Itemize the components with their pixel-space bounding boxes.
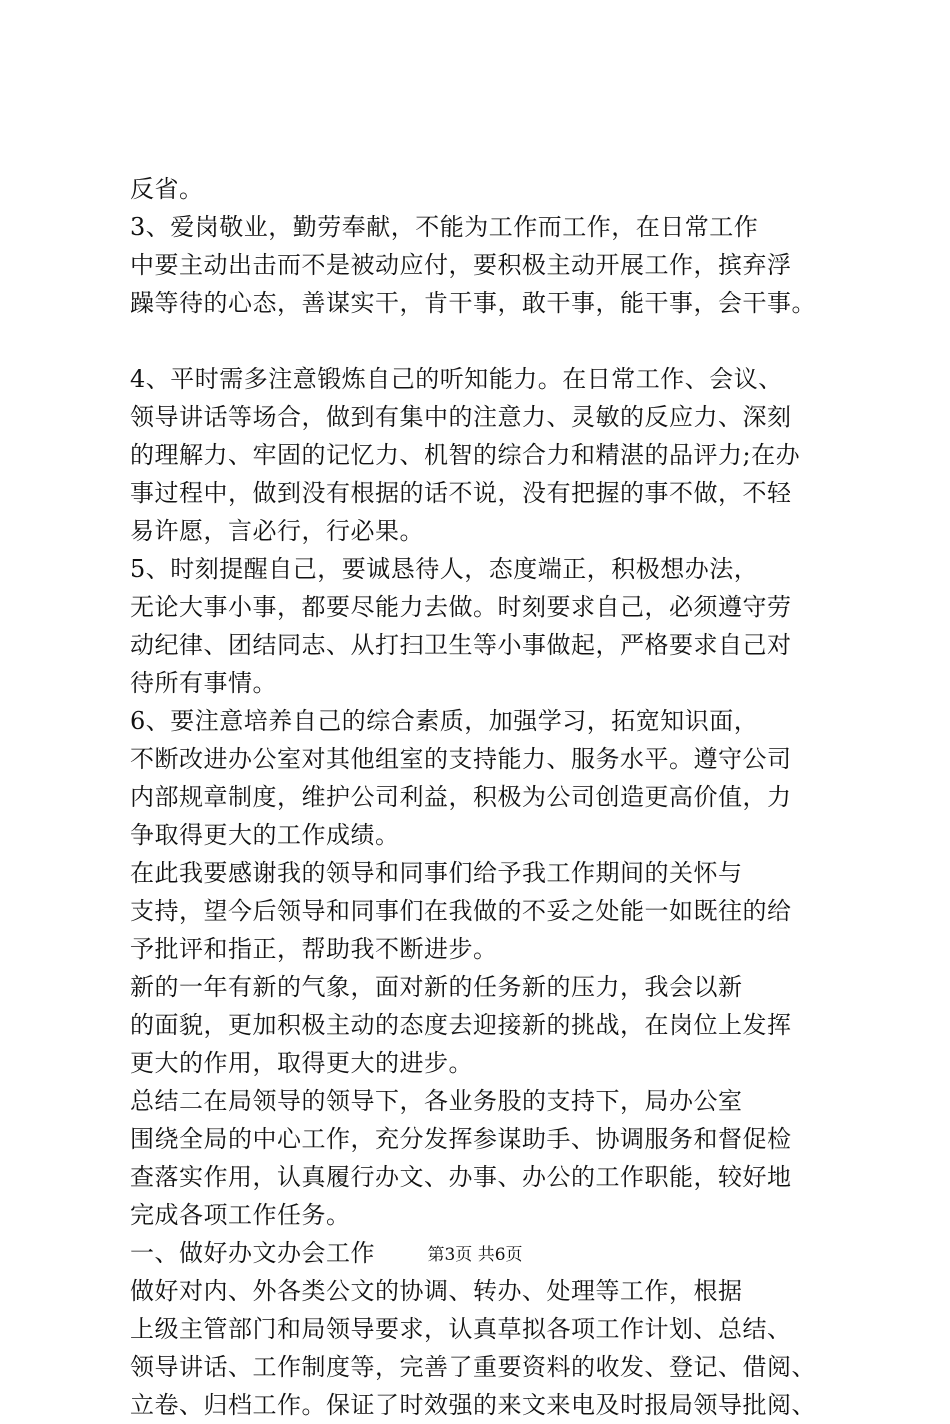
page-footer: 第3页 共6页 [427, 1245, 523, 1265]
text-line: 躁等待的心态，善谋实干，肯干事，敢干事，能干事，会干事。 [130, 289, 816, 317]
document-body [130, 170, 850, 1424]
text-line: 事过程中，做到没有根据的话不说，没有把握的事不做，不轻 [130, 479, 792, 507]
text-line: 支持，望今后领导和同事们在我做的不妥之处能一如既往的给 [130, 897, 792, 925]
text-line: 完成各项工作任务。 [130, 1201, 351, 1229]
text-line: 不断改进办公室对其他组室的支持能力、服务水平。遵守公司 [130, 745, 792, 773]
blank-line [130, 322, 850, 360]
text-line: 立卷、归档工作。保证了时效强的来文来电及时报局领导批阅、 [130, 1391, 816, 1419]
text-line: 做好对内、外各类公文的协调、转办、处理等工作，根据 [130, 1277, 743, 1305]
text-line: 一、做好办文办会工作 [130, 1239, 375, 1267]
text-line: 反省。 [130, 175, 204, 203]
text-line: 新的一年有新的气象，面对新的任务新的压力，我会以新 [130, 973, 743, 1001]
text-line: 5、时刻提醒自己，要诚恳待人，态度端正，积极想办法， [130, 555, 759, 583]
text-line: 3、爱岗敬业，勤劳奉献，不能为工作而工作，在日常工作 [130, 213, 759, 241]
text-line: 6、要注意培养自己的综合素质，加强学习，拓宽知识面， [130, 707, 759, 735]
text-line: 在此我要感谢我的领导和同事们给予我工作期间的关怀与 [130, 859, 743, 887]
text-line: 易许愿，言必行，行必果。 [130, 517, 424, 545]
text-line: 领导讲话、工作制度等，完善了重要资料的收发、登记、借阅、 [130, 1353, 816, 1381]
text-line: 上级主管部门和局领导要求，认真草拟各项工作计划、总结、 [130, 1315, 792, 1343]
text-line: 待所有事情。 [130, 669, 277, 697]
text-line: 更大的作用，取得更大的进步。 [130, 1049, 473, 1077]
text-line: 中要主动出击而不是被动应付，要积极主动开展工作，摈弃浮 [130, 251, 792, 279]
text-line: 无论大事小事，都要尽能力去做。时刻要求自己，必须遵守劳 [130, 593, 792, 621]
text-line: 查落实作用，认真履行办文、办事、办公的工作职能，较好地 [130, 1163, 792, 1191]
text-line: 争取得更大的工作成绩。 [130, 821, 400, 849]
text-line: 4、平时需多注意锻炼自己的听知能力。在日常工作、会议、 [130, 365, 783, 393]
text-line: 的面貌，更加积极主动的态度去迎接新的挑战，在岗位上发挥 [130, 1011, 792, 1039]
text-line: 予批评和指正，帮助我不断进步。 [130, 935, 498, 963]
text-line: 领导讲话等场合，做到有集中的注意力、灵敏的反应力、深刻 [130, 403, 792, 431]
text-line: 总结二在局领导的领导下，各业务股的支持下，局办公室 [130, 1087, 743, 1115]
text-line: 动纪律、团结同志、从打扫卫生等小事做起，严格要求自己对 [130, 631, 792, 659]
text-line: 的理解力、牢固的记忆力、机智的综合力和精湛的品评力;在办 [130, 441, 801, 469]
text-line: 内部规章制度，维护公司利益，积极为公司创造更高价值，力 [130, 783, 792, 811]
text-line: 围绕全局的中心工作，充分发挥参谋助手、协调服务和督促检 [130, 1125, 792, 1153]
